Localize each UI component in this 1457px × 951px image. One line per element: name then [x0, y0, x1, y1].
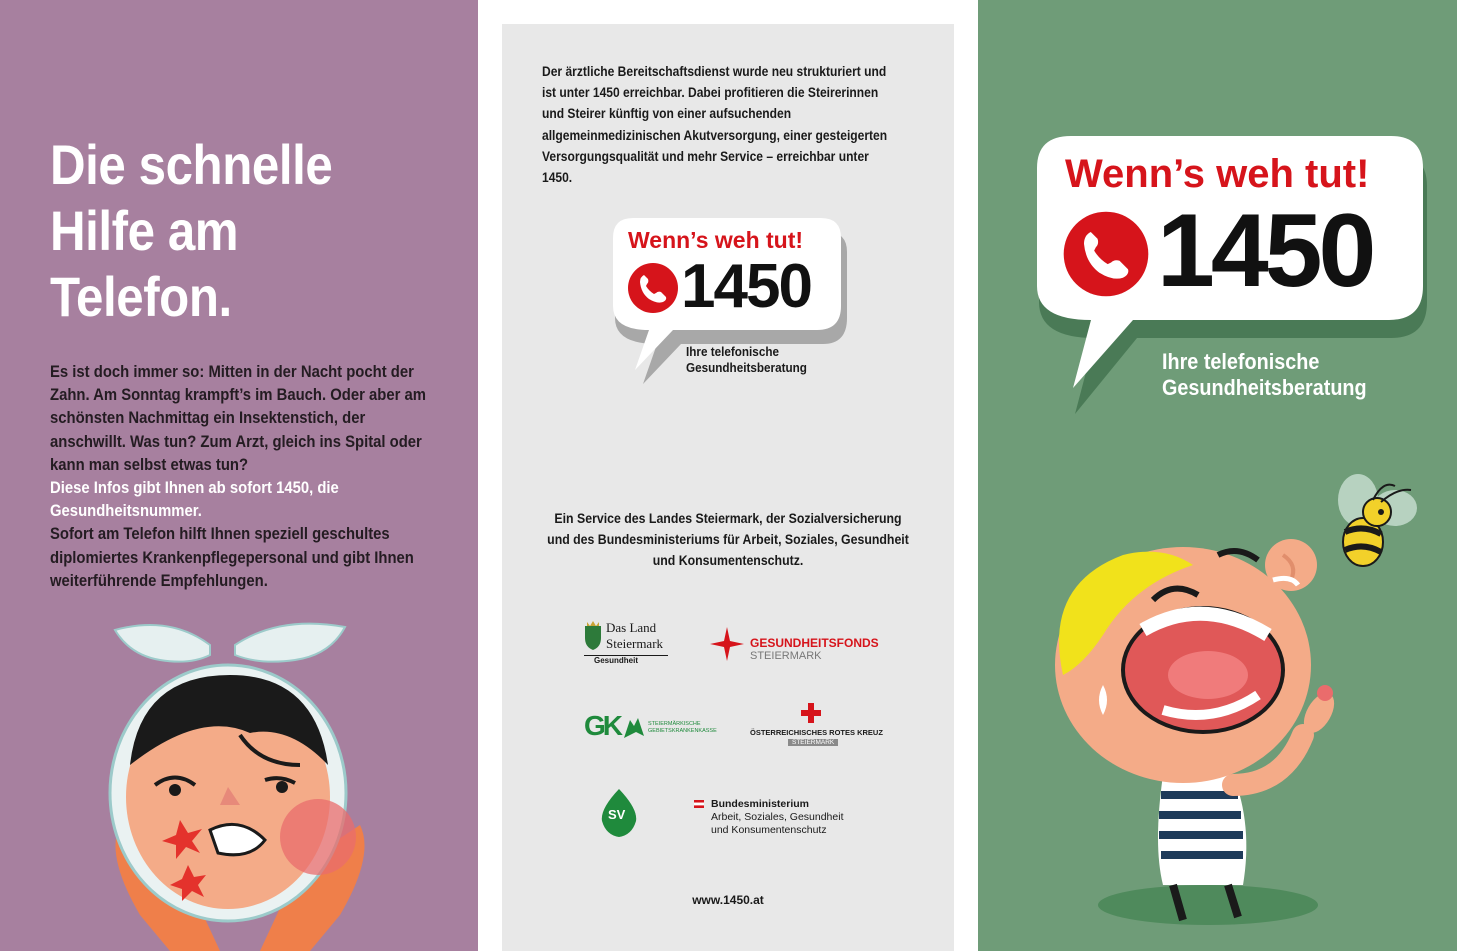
- paragraph-dark-2: Sofort am Telefon hilft Ihnen speziell geschultes diplomiertes Krankenpflegepersonal und gibt Ihnen weiterführende Empfehlungen.: [50, 525, 414, 590]
- gesundheitsfonds-logo: [710, 627, 890, 667]
- intro-paragraph: [50, 361, 428, 593]
- phone-icon: [627, 262, 679, 314]
- subtitle-large: [1162, 349, 1367, 402]
- gkk-mark-icon: GK: [584, 710, 620, 741]
- subtitle-small-line-2: Gesundheitsberatung: [686, 359, 807, 375]
- headline-line-1: Die schnelle: [50, 133, 333, 196]
- intro-text: Der ärztliche Bereitschaftsdienst wurde neu strukturiert und ist unter 1450 erreichbar. Dabei profitieren die Steirerinnen und Steirer künftig von einer aufsuchenden allgemeinmedizinischen Akutversorgung, einer gesteigerten Versorgungsqualität und mehr Service – erreichbar unter 1450.: [542, 64, 888, 186]
- hotline-number-small: 1450: [681, 252, 811, 321]
- middle-panel: [478, 0, 978, 951]
- coat-of-arms-icon: [584, 620, 602, 650]
- land-text-2: Steiermark: [606, 636, 664, 651]
- rotes-kreuz-logo: [748, 703, 883, 751]
- subtitle-large-line-1: Ihre telefonische: [1162, 349, 1320, 374]
- hotline-number-large: 1450: [1157, 193, 1373, 309]
- subtitle-small: [686, 344, 807, 375]
- sv-logo: [600, 789, 640, 839]
- toothache-child-illustration: [100, 615, 380, 951]
- panther-icon: [622, 716, 646, 740]
- gkk-text-1: STEIERMÄRKISCHE: [648, 721, 701, 727]
- service-text: Ein Service des Landes Steiermark, der Sozialversicherung und des Bundesministeriums für Arbeit, Soziales, Gesundheit und Konsumentenschutz.: [547, 511, 909, 569]
- subtitle-small-line-1: Ihre telefonische: [686, 344, 779, 359]
- bundesministerium-logo: [694, 798, 874, 842]
- gkk-text-2: GEBIETSKRANKENKASSE: [648, 728, 717, 734]
- bm-text-2: Arbeit, Soziales, Gesundheit: [711, 811, 844, 823]
- red-cross-icon: [801, 703, 821, 723]
- hotline-logo-large: [1035, 134, 1435, 424]
- rk-text-2: STEIERMARK: [788, 739, 838, 746]
- headline: [50, 132, 402, 330]
- left-panel: [0, 0, 478, 951]
- phone-icon: [1062, 210, 1150, 298]
- bm-text-1: Bundesministerium: [711, 798, 810, 810]
- gkk-logo: [584, 710, 724, 744]
- sv-text: SV: [608, 807, 626, 822]
- headline-line-3: Telefon.: [50, 265, 232, 328]
- austria-flag-icon: [694, 800, 704, 808]
- tagline-small: Wenn’s weh tut!: [628, 227, 804, 253]
- paragraph-highlight: Diese Infos gibt Ihnen ab sofort 1450, die Gesundheitsnummer.: [50, 479, 339, 521]
- fonds-text-2: STEIERMARK: [750, 650, 822, 662]
- subtitle-large-line-2: Gesundheitsberatung: [1162, 375, 1367, 401]
- paragraph-dark: Es ist doch immer so: Mitten in der Nacht pocht der Zahn. Am Sonntag krampft’s im Bauch. Oder aber am schönsten Nachmittag ein Insektenstich, der anschwillt. Was tun? Zum Arzt, gleich ins Spital oder kann man selbst etwas tun?: [50, 363, 427, 474]
- star-cross-icon: [710, 627, 744, 661]
- headline-line-2: Hilfe am: [50, 199, 239, 262]
- land-steiermark-logo: [584, 620, 674, 668]
- right-panel: [978, 0, 1457, 951]
- fonds-text-1: GESUNDHEITSFONDS: [750, 636, 879, 650]
- hotline-logo-small: [611, 214, 851, 384]
- tagline-large: Wenn’s weh tut!: [1065, 152, 1370, 196]
- website-url[interactable]: www.1450.at: [692, 893, 764, 907]
- crying-child-illustration: [1033, 525, 1373, 935]
- bm-text-3: und Konsumentenschutz: [711, 824, 827, 836]
- rk-text-1: ÖSTERREICHISCHES ROTES KREUZ: [750, 728, 883, 737]
- land-text-3: Gesundheit: [594, 656, 639, 665]
- land-text-1: Das Land: [606, 620, 657, 635]
